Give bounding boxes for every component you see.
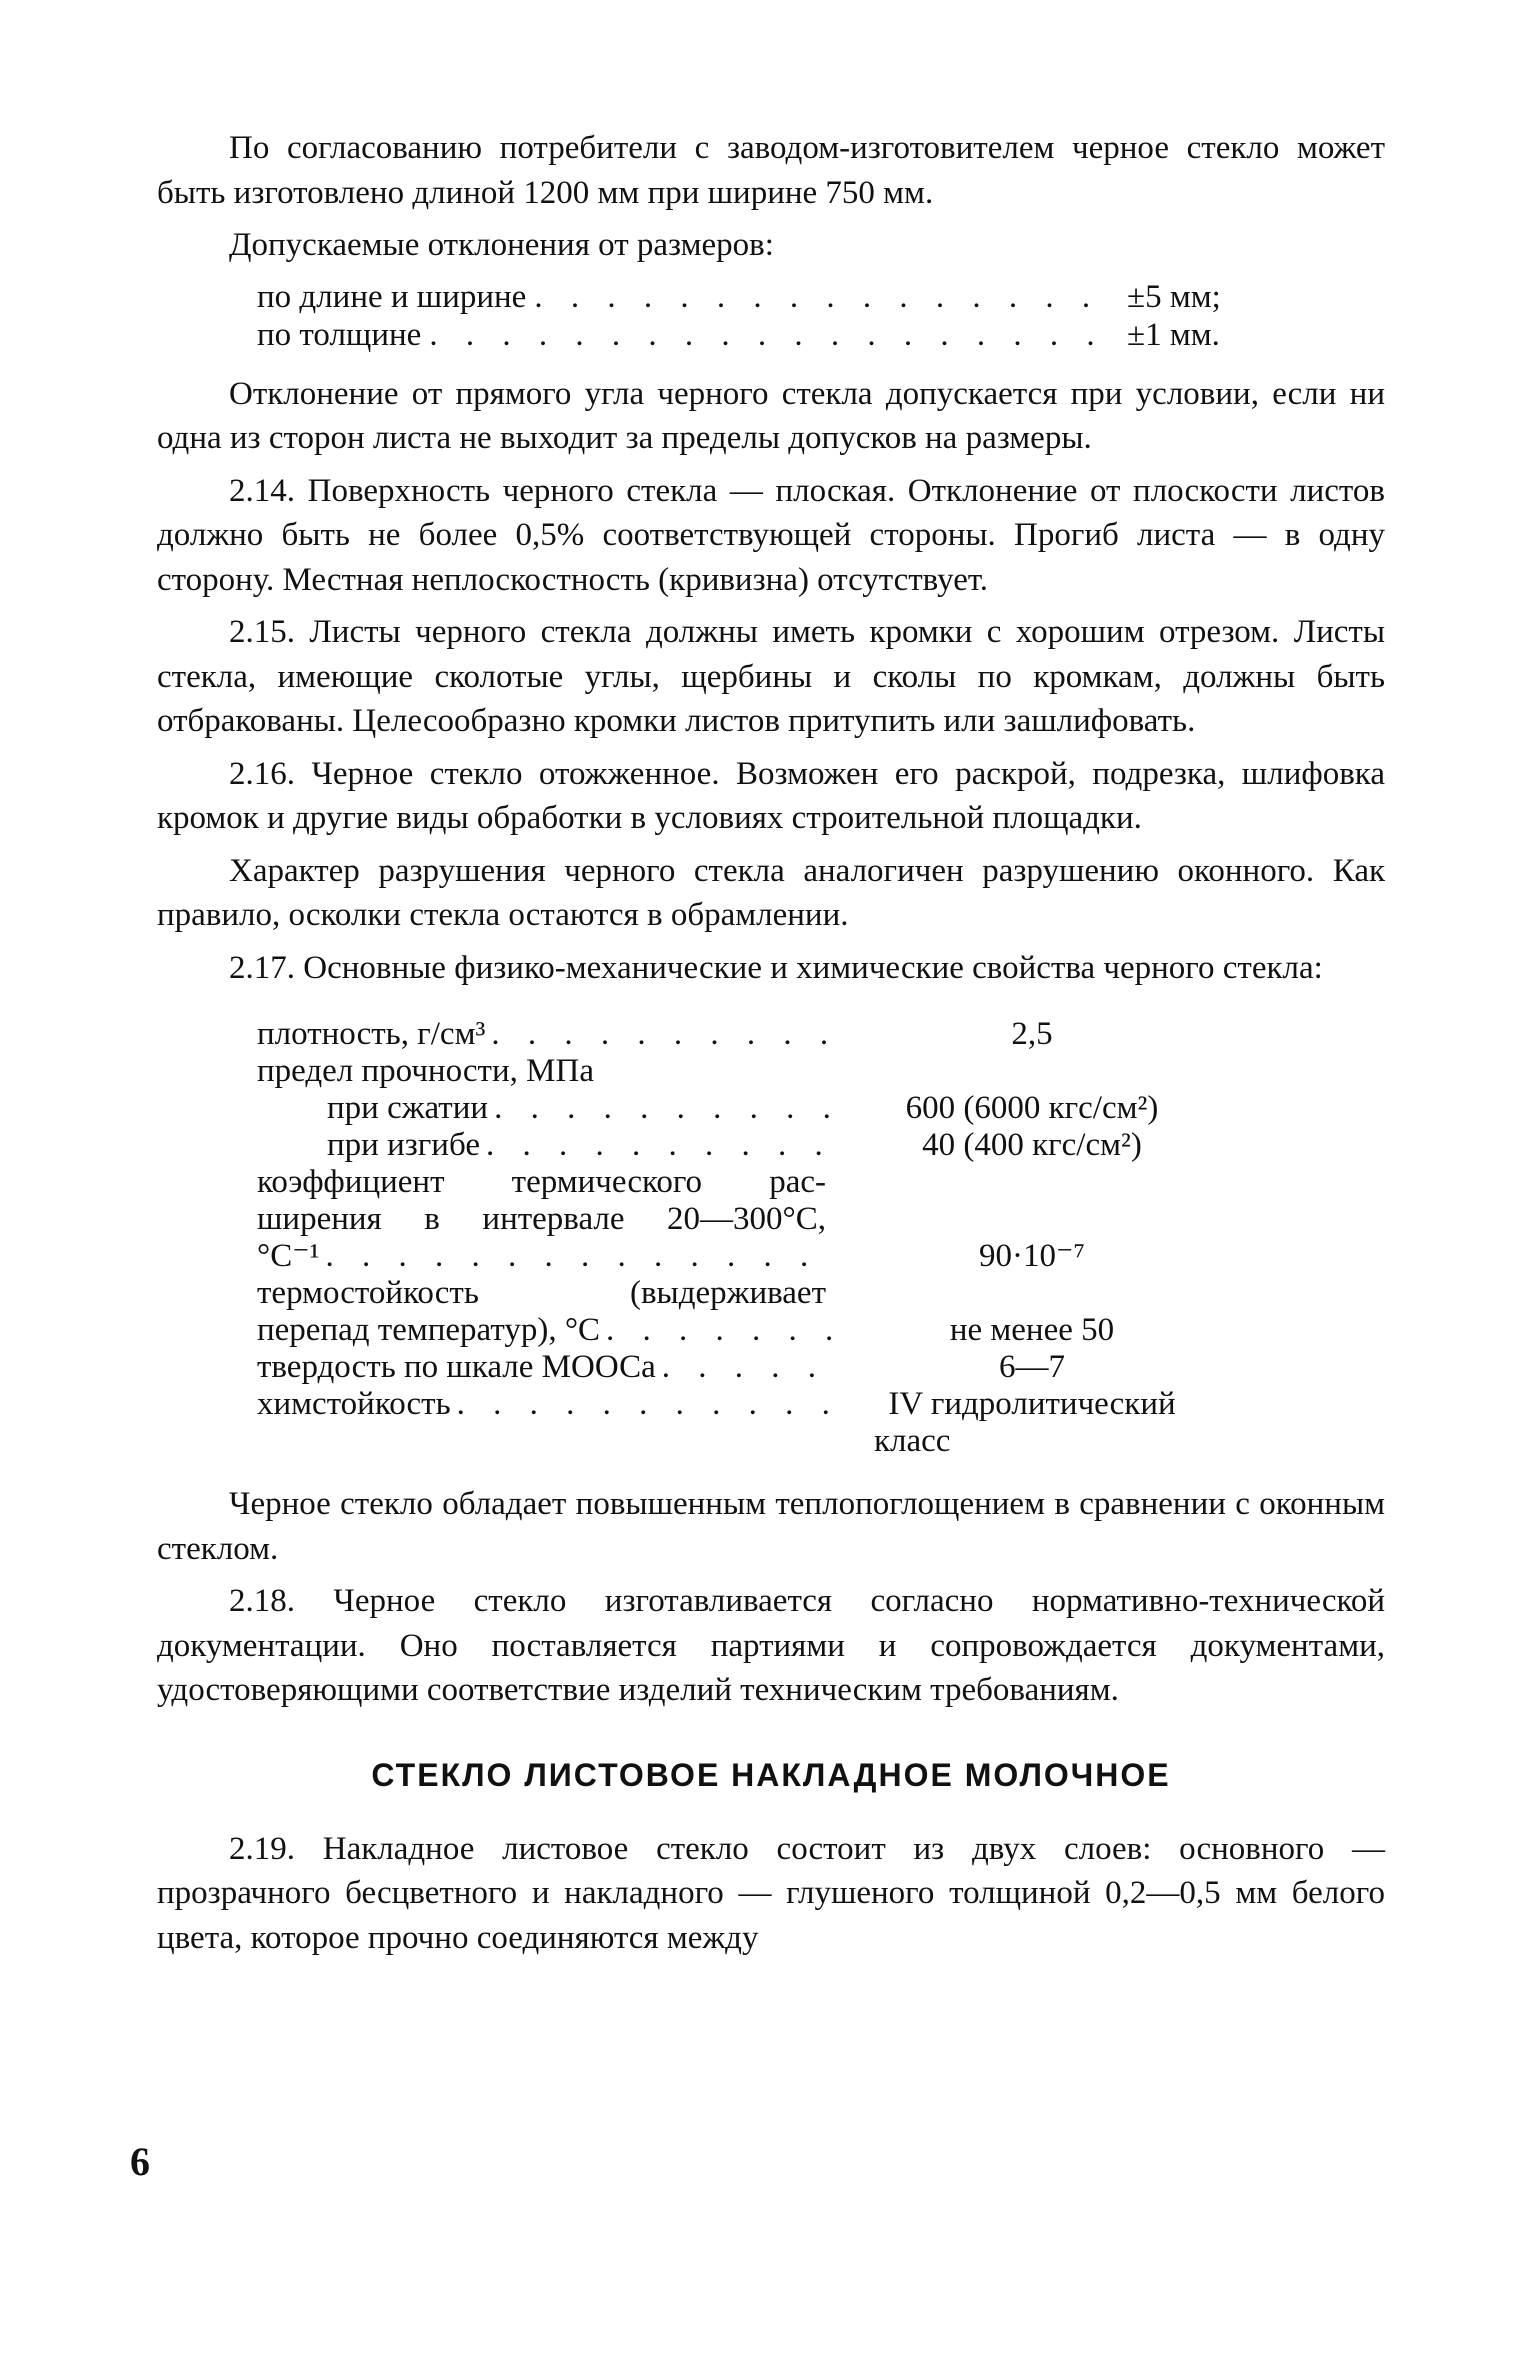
deviation-row: по длине и ширине . . . ±5 мм; [257,278,1277,316]
paragraph-right-angle: Отклонение от прямого угла черного стекла допускается при условии, если ни одна из сторон листа не выходит за пределы допусков на размеры. [157,375,1385,456]
property-row: перепад температур), °С . . . не менее 50 [257,1312,1385,1349]
property-row: при изгибе . . . 40 (400 кгс/см²) [257,1127,1385,1164]
paragraph-heat-absorption: Черное стекло обладает повышенным теплопоглощением в сравнении с оконным стеклом. [157,1486,1385,1567]
property-row: предел прочности, МПа [257,1053,594,1089]
properties-table [257,1016,1385,1460]
paragraph-2-17: 2.17. Основные физико-механические и химические свойства черного стекла: [229,949,1323,986]
property-row: твердость по шкале МООСа . . . 6—7 [257,1349,1385,1386]
deviation-row: по толщине . . . ±1 мм. [257,316,1277,354]
property-row: плотность, г/см³ . . . 2,5 [257,1016,1385,1053]
paragraph-2-19: 2.19. Накладное листовое стекло состоит из двух слоев: основного — прозрачного бесцветного и накладного — глушеного толщиной 0,2—0,5 мм белого цвета, которое прочно соединяются между [157,1830,1385,1956]
property-row: коэффициент термического рас- [257,1164,826,1200]
property-row: при сжатии . . . 600 (6000 кгс/см²) [257,1090,1385,1127]
deviations-list [157,278,1385,354]
page-number: 6 [130,2139,150,2184]
property-row: класс [874,1423,951,1459]
paragraph-2-16: 2.16. Черное стекло отожженное. Возможен его раскрой, подрезка, шлифовка кромок и другие виды обработки в условиях строительной площадки. [157,755,1385,836]
property-row: °С⁻¹ . . . 90·10⁻⁷ [257,1238,1385,1275]
property-row: химстойкость . . . IV гидролитический [257,1386,1385,1423]
paragraph-fracture: Характер разрушения черного стекла аналогичен разрушению оконного. Как правило, осколки стекла остаются в обрамлении. [157,852,1385,933]
paragraph-2-15: 2.15. Листы черного стекла должны иметь кромки с хорошим отрезом. Листы стекла, имеющие сколотые углы, щербины и сколы по кромкам, должны быть отбракованы. Целесообразно кромки листов притупить или зашлифовать. [157,614,1385,739]
property-row: ширения в интервале 20—300°С, [257,1201,826,1237]
page-body [157,126,1385,1960]
paragraph-deviations-intro: Допускаемые отклонения от размеров: [229,227,774,263]
paragraph-2-14: 2.14. Поверхность черного стекла — плоская. Отклонение от плоскости листов должно быть не более 0,5% соответствующей стороны. Прогиб листа — в одну сторону. Местная неплоскостность (кривизна) отсутствует. [157,472,1385,598]
paragraph-agreement: По согласованию потребители с заводом-изготовителем черное стекло может быть изготовлено длиной 1200 мм при ширине 750 мм. [157,130,1385,211]
property-row: термостойкость (выдерживает [257,1275,826,1311]
section-heading: СТЕКЛО ЛИСТОВОЕ НАКЛАДНОЕ МОЛОЧНОЕ [371,1756,1171,1793]
paragraph-2-18: 2.18. Черное стекло изготавливается согласно нормативно-технической документации. Оно поставляется партиями и сопровождается документами, удостоверяющими соответствие изделий техническим требованиям. [157,1583,1385,1708]
